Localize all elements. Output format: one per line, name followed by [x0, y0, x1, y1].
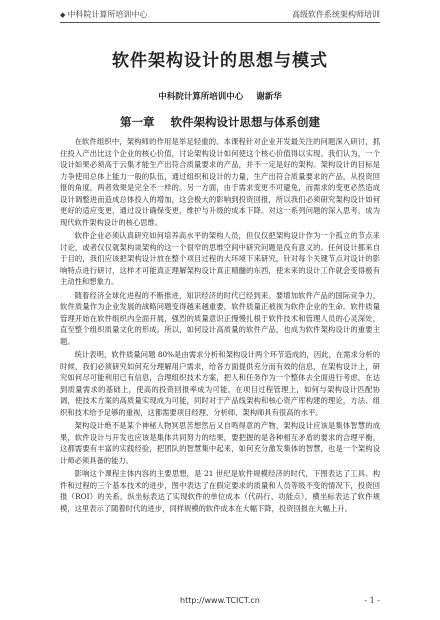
- byline-author: 谢新华: [256, 92, 282, 102]
- paragraph: 统计表明，软件质量问题 80%是由需求分析和架构设计两个环节造成的，因此，在需求分析的时候，我们必须研究如何充分理解用户需求，给各方面提供充分而有效的信息，在架构设计上，研究如何尽可能利用已有信息，合理组织技术方案，把人和任务作为一个整体去全面进行考虑，在达到质量需求的基础上，使高的投资回报率成为可能。在项目过程管理上，如何与架构设计匹配协调，使技术方案的高质量实现成为可能，同时对于产品线架构和核心资产库构建的理论，方法、组织和技术给予足够的重视，这都需要项目经理、分析师、架构师具有很高的水平。: [60, 350, 380, 417]
- header-left: [60, 8, 147, 22]
- paragraph: 软件企业必须认真研究如何培养高水平的架构人员，但仅仅把架构设计作为一个孤立的节点来讨论，或者仅仅就架构谈架构的这一个很窄的思维空间中研究问题是没有意义的。任何设计都来自于目的，我们应该把架构设计放在整个项目过程的大环境下来研究，针对每个关键节点对设计的影响特点进行研讨，这样才可能真正理解架构设计真正精髓的东西，使未来的设计工作就会变得极有主动性和想象力。: [60, 231, 380, 286]
- header-course: 高级软件系统架构师培训: [292, 10, 380, 19]
- byline: [0, 90, 440, 102]
- page-number: - 1 -: [364, 596, 380, 605]
- paragraph: 随着经济全球化进程的不断推进，知识经济的时代已经到来。要增加软件产品的国际竞争力，软件质量作为企业发展的战略问题变得越来越重要，软件质量正被视为软件企业的生命。软件质量管理开始在软件组织内全面开展，强烈的质量意识正慢慢扎根于软件技术和管理人员的心灵深处，直至整个组织质量文化的形成。所以，如何设计高质量的软件产品，也成为软件架构设计的重要主题。: [60, 290, 380, 346]
- page-footer: [60, 596, 380, 608]
- document-title: 软件架构设计的思想与模式: [112, 51, 328, 71]
- byline-org: 中科院计算所培训中心: [158, 92, 244, 102]
- chapter-number: 第一章: [119, 115, 155, 129]
- chapter-title: 软件架构设计思想与体系创建: [170, 115, 320, 129]
- body-text: [60, 136, 380, 516]
- diamond-bullet-icon: ◆: [60, 11, 66, 19]
- page-header: [60, 8, 380, 23]
- footer-url[interactable]: http://www.TCICT.cn: [180, 596, 260, 605]
- paragraph: 架构设计绝不是某个神秘人物冥思苦想然后又自鸣得意的产物，架构设计应该是集体智慧的成果，软件设计与开发也应该是集体共同努力的结果，要把握的是各种相互矛盾的要求的合理平衡，这都需要有丰富的实践经验，把团队的智慧集中起来，如何充分激发集体的智慧，也是一个架构设计师必须具备的能力。: [60, 421, 380, 465]
- chapter-heading: [0, 114, 440, 130]
- paragraph: 在软件组织中，架构师的作用是举足轻重的。本课程针对企业开发最关注的问题深入研讨，抓住投入产出比这个企业的核心价值，讨论架构设计如何使这个核心价值得以实现。我们认为，一个设计如果必须高于云集才能生产出符合质量要求的产品，并不一定是好的架构。架构设计的目标是力争使用总体上能力一般的队伍，通过组织和设计的力量，生产出符合质量要求的产品，从投资回报的角度，两者效果是完全不一样的。另一方面，由于需求变更不可避免，而需求的变更必然造成设计调整进而造成总体投入的增加，这会极大的影响到投资回报，所以我们必须研究架构设计如何更好的适应变更，通过设计确保变更，维护与升级的成本下降。对这一系列问题的深入思考，成为现代软件架构设计的核心思维。: [60, 137, 380, 227]
- paragraph: 影响这个课程主体内容的主要思想，是 21 世纪是软件规模经济的时代，下图表达了工具、构件和过程的三个基本技术的进步，图中表达了在假定要求的质量和人员等级不变的情况下，投资回报（ROI）的关系，纵坐标表达了实现软件的单位成本（代码行、功能点），横坐标表达了软件规模，这里表示了随着时代的进步，同样规模的软件成本在大幅下降，投资回报在大幅上升。: [60, 469, 380, 513]
- header-org: 中科院计算所培训中心: [67, 10, 148, 19]
